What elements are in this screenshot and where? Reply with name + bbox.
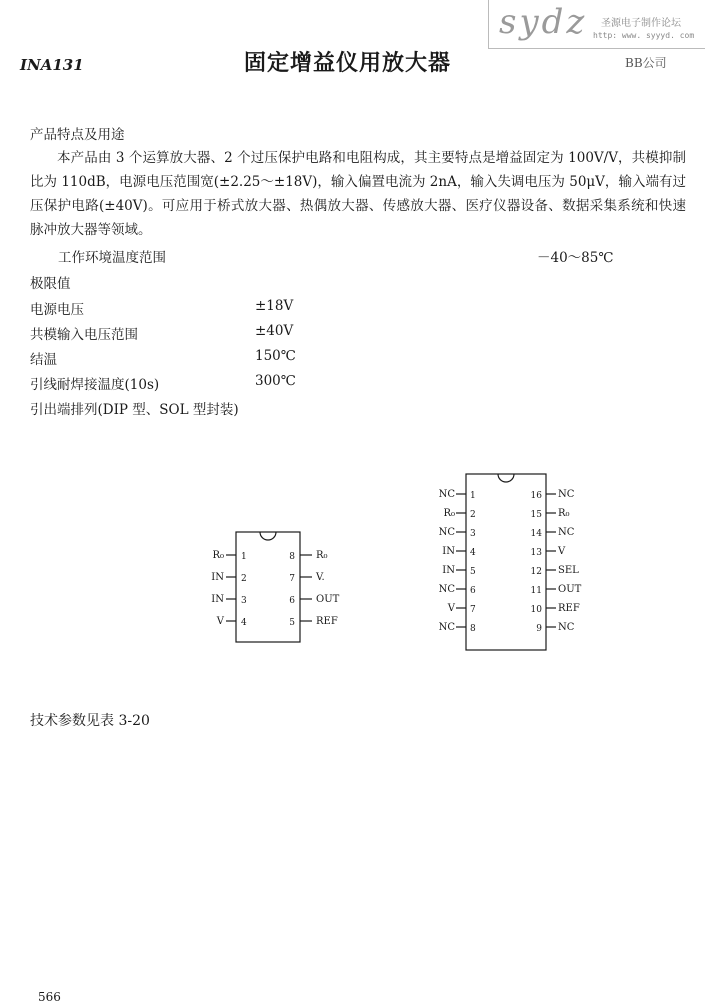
pin-number: 3 [470,529,476,539]
pin-number: 13 [530,548,542,558]
pin-number: 8 [470,624,476,634]
table-reference: 技术参数见表 3-20 [30,713,150,729]
limit-label: 结温 [30,352,57,368]
pin-name: V [216,616,224,627]
watermark-logo: sydz [499,2,588,42]
pin-name: IN [442,546,455,557]
dip8-labels [211,550,339,628]
env-temp-label: 工作环境温度范围 [58,250,166,266]
pin-number: 1 [241,552,247,562]
pin-number: 5 [289,618,295,628]
limit-label: 共模输入电压范围 [30,327,138,343]
limits-heading: 极限值 [30,276,71,292]
pin-number: 15 [530,510,542,520]
pin-name: V [447,603,455,614]
pin-number: 8 [289,552,295,562]
features-heading: 产品特点及用途 [30,127,125,143]
limit-label: 引线耐焊接温度(10s) [30,377,160,393]
pin-name: IN [211,572,224,583]
limit-value: ±18V [255,298,294,314]
pin-name: R₀ [316,550,328,561]
dip8-notch [260,532,276,540]
pin-name: REF [558,603,580,614]
limit-label: 电源电压 [30,302,84,318]
company-name: BB公司 [625,56,667,70]
pin-number: 11 [530,586,542,596]
pin-number: 14 [530,529,542,539]
limit-value: ±40V [255,323,294,339]
pin-number: 5 [470,567,476,577]
pin-name: IN [442,565,455,576]
pin-number: 7 [289,574,295,584]
pin-name: NC [558,527,575,538]
features-paragraph: 本产品由 3 个运算放大器、2 个过压保护电路和电阻构成，其主要特点是增益固定为 100V/V，共模抑制比为 110dB，电源电压范围宽(±2.25～±18V)，输入偏置电流为 2nA，输入失调电压为 50μV，输入端有过压保护电路(±40V)。可应用于桥式放大器、热偶放大器、传感放大器、医疗仪器设备、数据采集系统和快速脉冲放大器等领域。 [30,150,686,238]
pin-number: 12 [530,567,542,577]
pin-number: 1 [470,491,476,501]
watermark-url: http: www. syyyd. com [593,31,695,40]
pin-name: R₀ [443,508,455,519]
pin-number: 6 [470,586,476,596]
pin-number: 10 [530,605,542,615]
pin-name: R₀ [558,508,570,519]
watermark-name: 圣源电子制作论坛 [601,18,681,29]
pin-number: 2 [241,574,247,584]
dip8-package [226,532,312,642]
pin-name: NC [438,527,455,538]
pin-name: NC [438,584,455,595]
env-temp-value: －40～85℃ [537,250,614,266]
pin-name: V. [316,572,325,583]
limit-value: 150℃ [255,348,296,364]
pin-name: NC [558,622,575,633]
pin-name: OUT [558,584,582,595]
pin-name: REF [316,616,338,627]
pin-name: NC [558,489,575,500]
pin-name: R₀ [212,550,224,561]
pin-name: SEL [558,565,579,576]
limit-value: 300℃ [255,373,296,389]
pin-name: NC [438,489,455,500]
pin-name: V [558,546,566,557]
pin-name: OUT [316,594,340,605]
pin-number: 4 [241,618,247,628]
pin-number: 16 [530,491,542,501]
pin-name: NC [438,622,455,633]
pin-number: 4 [470,548,476,558]
pin-number: 3 [241,596,247,606]
page-number: 566 [38,990,61,1004]
sol16-notch [498,474,514,482]
pin-number: 9 [536,624,542,634]
pin-name: IN [211,594,224,605]
pin-number: 7 [470,605,476,615]
pin-number: 6 [289,596,295,606]
sol16-labels [439,489,582,634]
pinout-heading: 引出端排列(DIP 型、SOL 型封装) [30,402,239,418]
part-number: INA131 [20,56,84,74]
pin-number: 2 [470,510,476,520]
page-title: 固定增益仪用放大器 [244,50,452,76]
